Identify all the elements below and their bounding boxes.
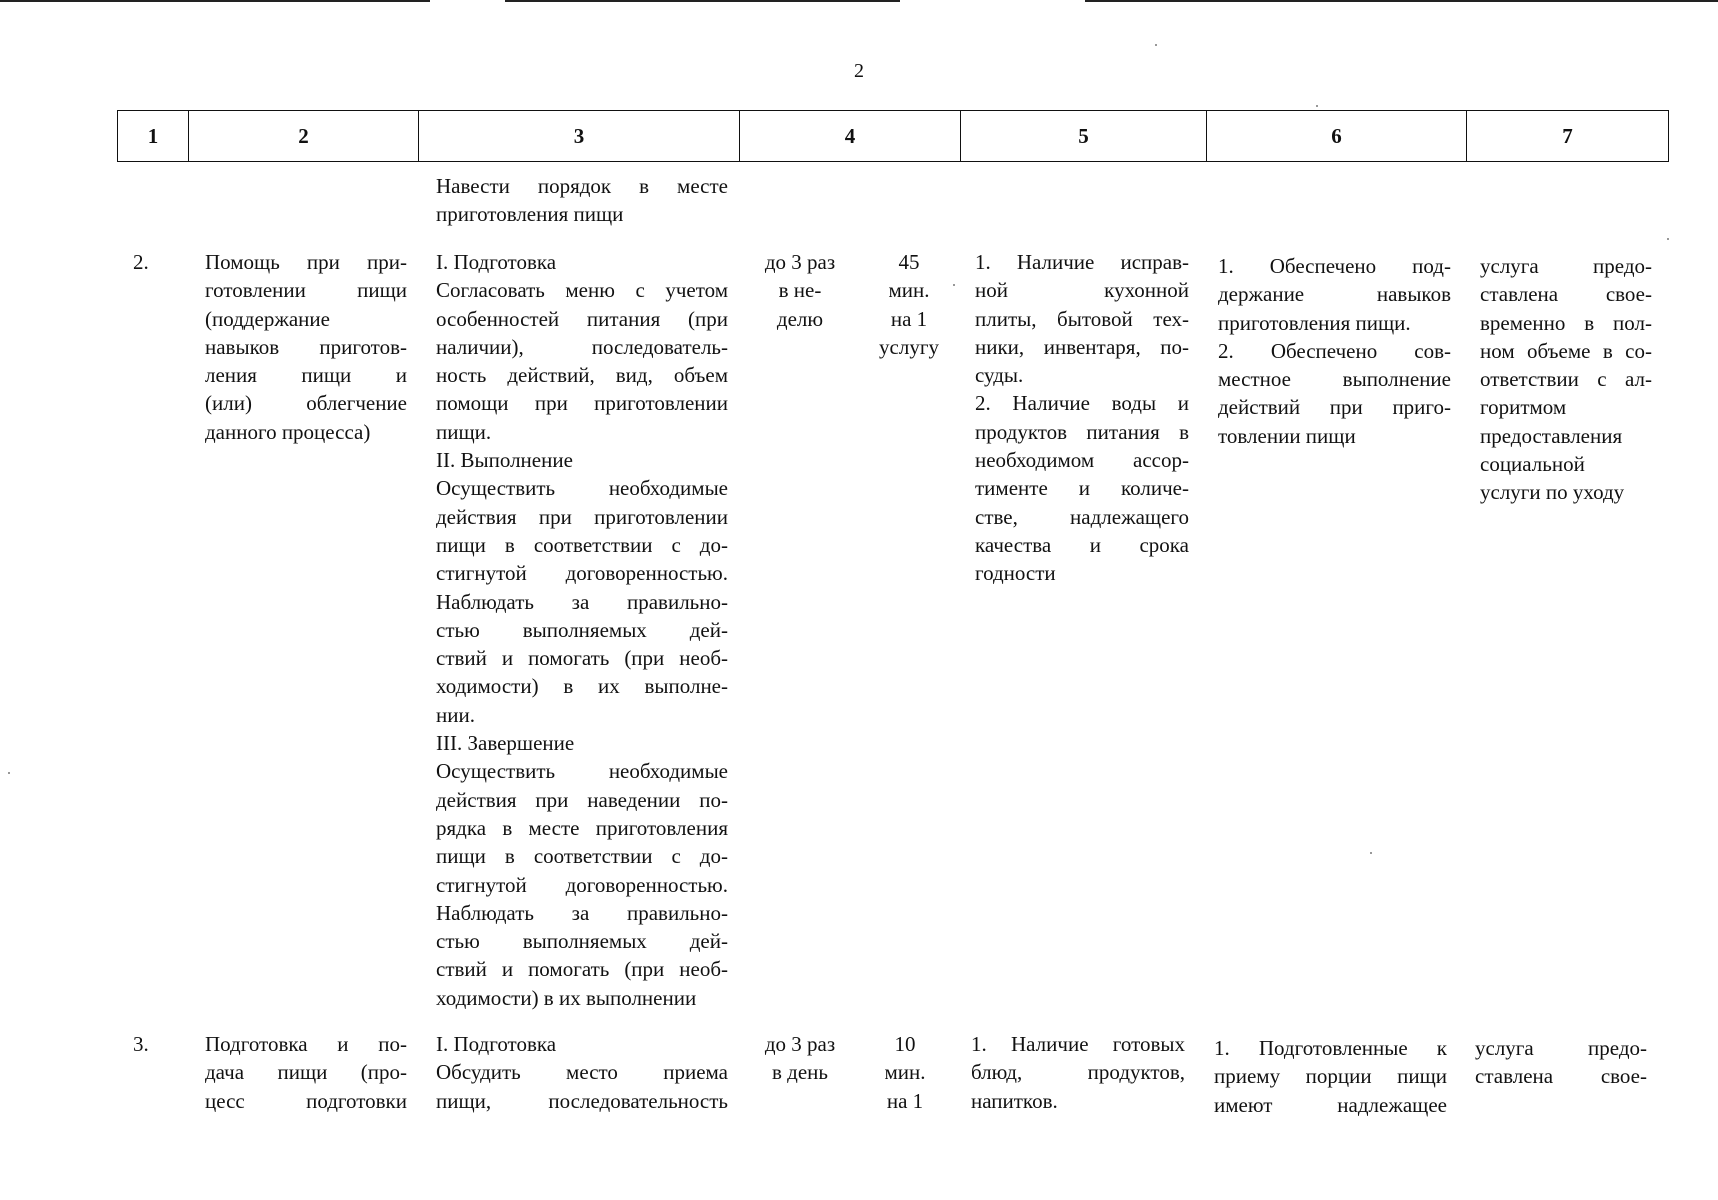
row-2-algorithm: I. Подготовка Согласовать меню с учетом особенностей питания (при наличии), последователь- ность действий, вид, объем помощи при приготовлении пищи. II. Выполнение Осуществить необходимые действия при приготовлении пищи в соответствии с до- стигнутой договоренностью. Наблюдать за правильно- стью выполняемых дей- ствий и помогать (при необ- ходимости) в их выполне- нии. III. Завершение Осуществить необходимые действия при наведении по- рядка в месте приготовления пищи в соответствии с до- стигнутой договоренностью. Наблюдать за правильно- стью выполняемых дей- ствий и помогать (при необ- ходимости) в их выполнении [436,250,728,1010]
row-2-duration: 45 мин. на 1 услугу [879,250,939,359]
header-col-3: 3 [418,110,740,162]
header-col-7: 7 [1466,110,1669,162]
header-col-4: 4 [739,110,961,162]
scan-speck [953,284,955,286]
row-3-duration: 10 мин. на 1 [884,1032,926,1113]
scan-speck [1667,238,1669,240]
row-2-conditions: 1. Наличие исправ- ной кухонной плиты, бытовой тех- ники, инвентаря, по- суды. 2. Наличие воды и продуктов питания в необходимом ассор- тименте и количе- стве, надлежащего качества и срока годности [975,250,1189,586]
row-3-service-name: Подготовка и по- дача пищи (про- цесс подготовки [205,1032,407,1113]
row-2-results: 1. Обеспечено под- держание навыков приготовления пищи. 2. Обеспечено сов- местное выполнение действий при приго- товлении пищи [1218,254,1451,448]
scan-edge-line [0,0,430,2]
row-3-results: 1. Подготовленные к приему порции пищи имеют надлежащее [1214,1036,1447,1117]
row-2-service-name: Помощь при при- готовлении пищи (поддержание навыков приготов- ления пищи и (или) облегчение данного процесса) [205,250,407,444]
scan-speck [1155,44,1157,46]
table-header [117,110,1669,162]
row-3-number: 3. [133,1032,149,1056]
row-2-number: 2. [133,250,149,274]
row-2-frequency: до 3 раз в не- делю [764,250,836,331]
header-col-6: 6 [1206,110,1467,162]
row-3-algorithm: I. Подготовка Обсудить место приема пищи, последовательность [436,1032,728,1113]
scan-speck [1316,105,1318,107]
continuation-col3: Навести порядок в месте приготовления пищи [436,174,728,227]
header-col-5: 5 [960,110,1207,162]
scan-speck [1370,852,1372,854]
scan-speck [8,772,10,774]
scan-edge-line [505,0,900,2]
scan-edge-line [1085,0,1718,2]
row-3-conditions: 1. Наличие готовых блюд, продуктов, напитков. [971,1032,1185,1113]
row-3-evaluation: услуга предо- ставлена свое- [1475,1036,1647,1089]
header-col-2: 2 [188,110,419,162]
row-3-frequency: до 3 раз в день [764,1032,836,1085]
header-col-1: 1 [117,110,189,162]
row-2-evaluation: услуга предо- ставлена свое- временно в пол- ном объеме в со- ответствии с ал- горитмом предоставления социальной услуги по уходу [1480,254,1652,505]
page-number: 2 [854,60,864,82]
